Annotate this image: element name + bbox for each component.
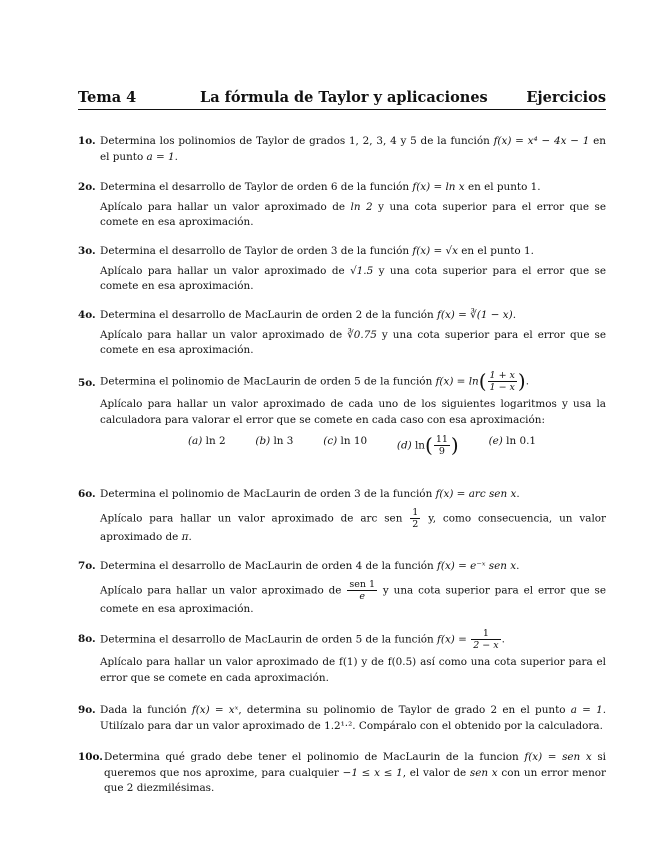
option-e [489,434,536,457]
exercise-number: 3o. [78,245,96,257]
denominator: 2 − x [473,640,499,651]
option-value: ln 0.1 [506,435,536,447]
exercise-statement [100,308,606,324]
math: a = 1 [570,704,603,716]
exercise-statement [100,559,606,575]
exercise-statement [100,244,606,260]
math: f(x) = x⁴ − 4x − 1 [493,135,590,147]
text: Aplícalo para hallar un valor aproximado de [100,328,348,341]
page-header [78,90,606,110]
text: Determina el desarrollo de MacLaurin de orden 2 de la función [100,309,438,321]
left-paren: ( [425,432,433,457]
denominator: 2 [412,518,419,530]
denominator: 9 [438,446,445,457]
math: f(x) = ln [435,375,479,388]
text: Determina el desarrollo de MacLaurin de orden 4 de la función [100,560,438,572]
exercise-statement [100,628,606,651]
option-label: (b) [255,435,271,447]
exercise-10 [78,750,606,797]
math: f(x) = xˣ [191,704,239,716]
text: Determina qué grado debe tener el polinomio de MacLaurin de la funcion [104,751,525,763]
exercise-application: Aplícalo para hallar un valor aproximado de f(1) y de f(0.5) así como una cota superior para el error que se comete en cada aproximación. [100,656,606,684]
math: f(x) = arc sen x [435,488,517,500]
text: . [516,560,520,572]
math: f(x) = √x [412,245,458,257]
text: . [188,530,192,543]
text: . [525,375,530,388]
text: y una cota superior para el error que se comete en esa aproximación. [100,200,607,228]
option-label: (a) [188,435,203,447]
exercise-number: 2o. [78,181,96,193]
text: y una cota superior para el error que se comete en esa aproximación. [100,328,606,356]
exercise-6 [78,487,606,545]
text: Determina los polinomios de Taylor de grados 1, 2, 3, 4 y 5 de la función [100,135,494,147]
option-label: (c) [323,435,338,447]
header-title: La fórmula de Taylor y aplicaciones [200,89,488,106]
math: f(x) = ∛(1 − x) [437,309,513,321]
option-label: (e) [488,435,503,447]
denominator: 1 − x [489,382,515,393]
denominator: e [359,590,365,602]
text: Determina el desarrollo de MacLaurin de orden 5 de la función [100,633,438,646]
document-page [78,0,606,848]
text: y una cota superior para el error que se comete en esa aproximación. [100,264,607,292]
exercise-statement [104,750,606,797]
exercise-application [100,328,606,359]
text: en el punto 1. [464,181,541,193]
exercise-number: 5o. [78,377,96,389]
option-label: (d) [396,439,412,452]
exercise-number: 1o. [78,135,96,147]
fraction [347,579,377,602]
exercise-number: 10o. [78,751,103,763]
header-section: Ejercicios [526,89,606,106]
fraction [410,507,420,530]
text: Determina el polinomio de MacLaurin de orden 5 de la función [100,375,436,388]
text: Aplícalo para hallar un valor aproximado de [100,264,351,277]
numerator: sen 1 [349,578,376,590]
text: . [174,150,178,163]
exercise-statement [100,487,606,503]
exercise-3 [78,244,606,295]
exercise-number: 6o. [78,488,96,500]
fraction [434,434,450,457]
exercise-application [100,200,606,231]
option-c [323,434,367,457]
exercise-application [100,507,606,546]
numerator: 1 [412,506,419,518]
numerator: 11 [435,434,448,445]
exercise-application [100,579,606,618]
math: 1.2¹·² [324,719,353,732]
header-rule [78,109,606,110]
exercise-number: 9o. [78,704,96,716]
exercise-2 [78,180,606,231]
exercise-1 [78,134,606,165]
exercise-8 [78,628,606,686]
text: Aplícalo para hallar un valor aproximado de [100,584,347,596]
text: si queremos que nos aproxime, para cualquier [104,751,606,779]
text: Determina el desarrollo de Taylor de orden 6 de la función [100,181,413,193]
text: , el valor de [402,766,470,779]
exercise-statement [100,370,606,393]
text: . [512,309,516,321]
option-value: ln 2 [205,435,226,447]
text: en el punto 1. [457,245,534,257]
math: sen x [469,766,498,779]
text: Dada la función [100,704,192,716]
fraction [471,628,500,651]
exercise-number: 7o. [78,560,96,572]
option-b [255,434,293,457]
exercise-4 [78,308,606,359]
text: . Utilízalo para dar un valor aproximado de [100,704,606,732]
numerator: 1 [471,628,500,640]
text: . [516,488,520,500]
exercise-number: 8o. [78,633,96,645]
left-paren: ( [478,368,487,393]
header-topic: Tema 4 [78,89,137,106]
math: ln 2 [350,200,373,213]
right-paren: ) [517,368,526,393]
text: Determina el desarrollo de Taylor de orden 3 de la función [100,245,413,257]
text: , determina su polinomio de Taylor de grado 2 en el punto [238,704,571,716]
numerator: 1 + x [489,370,515,381]
text: Determina el polinomio de MacLaurin de orden 3 de la función [100,488,436,500]
text: Aplícalo para hallar un valor aproximado de arc sen [100,512,410,524]
option-d [397,434,459,457]
exercise-9 [78,703,606,734]
math: √1.5 [350,264,374,277]
exercise-statement [100,180,606,196]
math: ∛0.75 [347,328,377,341]
exercise-7 [78,559,606,617]
text: . Compáralo con el obtenido por la calculadora. [352,719,603,732]
exercise-number: 4o. [78,309,96,321]
math: f(x) = e⁻ˣ sen x [437,560,517,572]
option-a [188,434,226,457]
text: y, como consecuencia, un valor aproximado de [100,512,606,543]
option-value: ln 3 [273,435,294,447]
exercise-application: Aplícalo para hallar un valor aproximado de cada uno de los siguientes logaritmos y usa la calculadora para valorar el error que se comete en cada caso con esa aproximación: [100,398,606,426]
option-value: ln [414,439,425,452]
exercise-statement [100,134,606,165]
math: a = 1 [146,150,175,163]
fraction [488,370,517,393]
math: π [181,530,189,543]
right-paren: ) [450,432,459,457]
options-row [100,434,606,457]
option-value: ln 10 [340,435,368,447]
text: en el punto [100,135,606,163]
exercise-5 [78,370,606,457]
text: y una cota superior para el error que se comete en esa aproximación. [100,584,606,615]
math: f(x) = ln x [412,181,465,193]
math: −1 ≤ x ≤ 1 [342,766,403,779]
exercise-statement [100,703,606,734]
text: . [501,633,505,646]
text: Aplícalo para hallar un valor aproximado de [100,200,351,213]
math: f(x) = [437,633,467,646]
text: con un error menor que 2 diezmilésimas. [104,766,606,794]
math: f(x) = sen x [524,751,592,763]
exercise-application [100,264,606,295]
